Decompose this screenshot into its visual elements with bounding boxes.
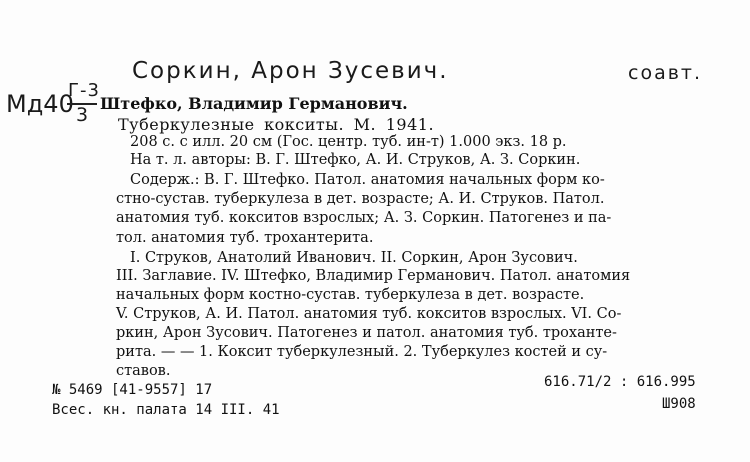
description-line: анатомия туб. кокситов взрослых; А. З. Соркин. Патогенез и па-	[116, 210, 612, 226]
description-line: 208 с. с илл. 20 см (Гос. центр. туб. ин-т) 1.000 экз. 18 р.	[130, 134, 567, 150]
index-line: V. Струков, А. И. Патол. анатомия туб. кокситов взрослых. VI. Со-	[116, 306, 622, 322]
udc-classification: 616.71/2 : 616.995	[544, 374, 696, 390]
index-line: ркин, Арон Зусович. Патогенез и патол. анатомия туб. трохантe-	[116, 325, 617, 341]
description-line: тол. анатомия туб. трохантерита.	[116, 230, 374, 246]
index-line: начальных форм костно-сустав. туберкулеза в дет. возрасте.	[116, 287, 585, 303]
handwritten-shelfmark-numerator: Г-3	[68, 80, 100, 101]
card-heading: Штефко, Владимир Германович.	[100, 94, 408, 113]
handwritten-coauthor-note: соавт.	[628, 62, 703, 84]
description-line: стно-сустав. туберкулеза в дет. возрасте; А. И. Струков. Патол.	[116, 191, 605, 207]
index-line: I. Струков, Анатолий Иванович. II. Соркин, Арон Зусович.	[130, 250, 578, 266]
handwritten-shelfmark-denominator: 3	[76, 104, 90, 126]
index-line: III. Заглавие. IV. Штефко, Владимир Германович. Патол. анатомия	[116, 268, 631, 284]
record-number: № 5469 [41-9557] 17	[52, 382, 213, 398]
index-line: ставов.	[116, 363, 171, 379]
description-line: Содерж.: В. Г. Штефко. Патол. анатомия начальных форм ко-	[130, 172, 605, 188]
classification-code: Ш908	[662, 396, 696, 412]
handwritten-shelfmark-prefix: Мд40	[6, 90, 74, 118]
description-line: На т. л. авторы: В. Г. Штефко, А. И. Струков, А. З. Соркин.	[130, 152, 581, 168]
card-title-line: Туберкулезные кокситы. М. 1941.	[118, 115, 435, 134]
book-chamber-date: Всес. кн. палата 14 III. 41	[52, 402, 280, 418]
index-line: рита. — — 1. Коксит туберкулезный. 2. Туберкулез костей и су-	[116, 344, 608, 360]
handwritten-coauthor-name: Соркин, Арон Зусевич.	[132, 58, 449, 84]
